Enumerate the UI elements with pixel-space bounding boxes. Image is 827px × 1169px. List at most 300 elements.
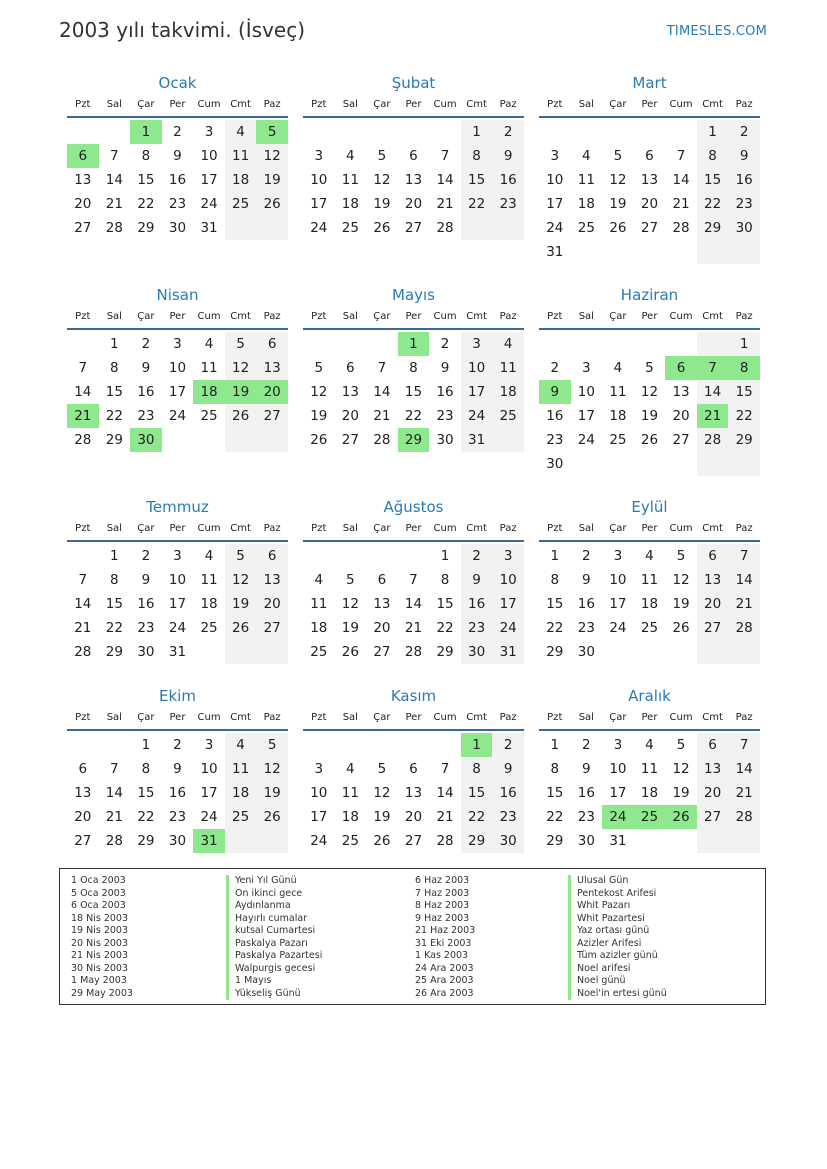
day-cell[interactable]: 2 xyxy=(173,737,182,753)
day-cell[interactable]: 9 xyxy=(728,144,760,168)
day-cell[interactable]: 1 xyxy=(461,733,493,757)
day-cell[interactable]: 15 xyxy=(105,384,123,400)
day-cell[interactable]: 11 xyxy=(640,572,659,588)
day-cell[interactable]: 23 xyxy=(492,805,524,829)
day-cell[interactable]: 15 xyxy=(546,596,564,612)
day-cell[interactable]: 24 xyxy=(461,404,493,428)
day-cell[interactable]: 8 xyxy=(110,360,119,376)
day-cell[interactable]: 15 xyxy=(461,168,493,192)
day-cell[interactable]: 29 xyxy=(546,644,564,660)
day-cell[interactable]: 26 xyxy=(225,404,257,428)
day-cell[interactable]: 27 xyxy=(697,805,729,829)
day-cell[interactable]: 7 xyxy=(440,761,450,777)
day-cell[interactable]: 26 xyxy=(225,616,257,640)
day-cell[interactable]: 11 xyxy=(225,144,257,168)
day-cell[interactable]: 21 xyxy=(697,404,729,428)
day-cell[interactable]: 12 xyxy=(256,757,288,781)
day-cell[interactable]: 12 xyxy=(672,761,690,777)
day-cell[interactable]: 28 xyxy=(436,833,454,849)
day-cell[interactable]: 26 xyxy=(640,432,659,448)
day-cell[interactable]: 20 xyxy=(404,809,423,825)
day-cell[interactable]: 6 xyxy=(346,360,355,376)
day-cell[interactable]: 29 xyxy=(398,428,430,452)
day-cell[interactable]: 8 xyxy=(461,757,493,781)
day-cell[interactable]: 12 xyxy=(609,172,627,188)
day-cell[interactable]: 2 xyxy=(728,120,760,144)
day-cell[interactable]: 22 xyxy=(461,805,493,829)
day-cell[interactable]: 8 xyxy=(110,572,119,588)
day-cell[interactable]: 20 xyxy=(404,196,423,212)
day-cell[interactable]: 11 xyxy=(492,356,524,380)
day-cell[interactable]: 6 xyxy=(409,761,418,777)
day-cell[interactable]: 1 xyxy=(697,120,729,144)
day-cell[interactable]: 1 xyxy=(728,332,760,356)
day-cell[interactable]: 28 xyxy=(74,432,92,448)
day-cell[interactable]: 11 xyxy=(609,384,627,400)
day-cell[interactable]: 28 xyxy=(728,616,760,640)
day-cell[interactable]: 2 xyxy=(492,733,524,757)
day-cell[interactable]: 23 xyxy=(168,196,187,212)
day-cell[interactable]: 8 xyxy=(697,144,729,168)
day-cell[interactable]: 18 xyxy=(577,196,595,212)
day-cell[interactable]: 27 xyxy=(640,220,659,236)
day-cell[interactable]: 4 xyxy=(225,733,257,757)
day-cell[interactable]: 27 xyxy=(404,833,423,849)
day-cell[interactable]: 18 xyxy=(492,380,524,404)
day-cell[interactable]: 3 xyxy=(173,548,182,564)
day-cell[interactable]: 2 xyxy=(461,544,493,568)
day-cell[interactable]: 28 xyxy=(672,220,690,236)
day-cell[interactable]: 4 xyxy=(346,761,355,777)
day-cell[interactable]: 20 xyxy=(341,408,359,424)
day-cell[interactable]: 26 xyxy=(609,220,627,236)
day-cell[interactable]: 29 xyxy=(137,220,155,236)
day-cell[interactable]: 20 xyxy=(373,620,391,636)
day-cell[interactable]: 7 xyxy=(676,148,686,164)
day-cell[interactable]: 2 xyxy=(582,548,591,564)
day-cell[interactable]: 3 xyxy=(550,148,560,164)
day-cell[interactable]: 17 xyxy=(461,380,493,404)
day-cell[interactable]: 26 xyxy=(256,805,288,829)
day-cell[interactable]: 6 xyxy=(78,761,88,777)
day-cell[interactable]: 2 xyxy=(582,737,591,753)
day-cell[interactable]: 18 xyxy=(310,620,328,636)
day-cell[interactable]: 14 xyxy=(672,172,690,188)
day-cell[interactable]: 14 xyxy=(728,757,760,781)
day-cell[interactable]: 24 xyxy=(577,432,595,448)
day-cell[interactable]: 28 xyxy=(105,833,123,849)
day-cell[interactable]: 22 xyxy=(404,408,423,424)
day-cell[interactable]: 10 xyxy=(461,356,493,380)
day-cell[interactable]: 15 xyxy=(461,781,493,805)
day-cell[interactable]: 5 xyxy=(676,737,686,753)
day-cell[interactable]: 6 xyxy=(377,572,387,588)
day-cell[interactable]: 15 xyxy=(105,596,123,612)
day-cell[interactable]: 11 xyxy=(225,757,257,781)
day-cell[interactable]: 19 xyxy=(373,809,391,825)
day-cell[interactable]: 9 xyxy=(539,380,571,404)
day-cell[interactable]: 17 xyxy=(492,592,524,616)
day-cell[interactable]: 9 xyxy=(440,360,450,376)
day-cell[interactable]: 25 xyxy=(341,833,359,849)
day-cell[interactable]: 19 xyxy=(256,781,288,805)
day-cell[interactable]: 29 xyxy=(728,428,760,452)
day-cell[interactable]: 28 xyxy=(373,432,391,448)
day-cell[interactable]: 4 xyxy=(492,332,524,356)
day-cell[interactable]: 27 xyxy=(672,432,690,448)
day-cell[interactable]: 18 xyxy=(341,809,359,825)
day-cell[interactable]: 1 xyxy=(550,548,560,564)
day-cell[interactable]: 4 xyxy=(645,737,654,753)
day-cell[interactable]: 9 xyxy=(141,572,151,588)
day-cell[interactable]: 13 xyxy=(697,568,729,592)
day-cell[interactable]: 22 xyxy=(137,196,155,212)
day-cell[interactable]: 14 xyxy=(728,568,760,592)
day-cell[interactable]: 17 xyxy=(310,809,328,825)
day-cell[interactable]: 1 xyxy=(440,548,450,564)
day-cell[interactable]: 16 xyxy=(461,592,493,616)
day-cell[interactable]: 25 xyxy=(310,644,328,660)
day-cell[interactable]: 5 xyxy=(613,148,623,164)
day-cell[interactable]: 23 xyxy=(577,620,595,636)
day-cell[interactable]: 21 xyxy=(74,620,92,636)
day-cell[interactable]: 23 xyxy=(728,192,760,216)
day-cell[interactable]: 14 xyxy=(404,596,423,612)
day-cell[interactable]: 4 xyxy=(613,360,623,376)
day-cell[interactable]: 21 xyxy=(436,196,454,212)
day-cell[interactable]: 10 xyxy=(168,572,187,588)
day-cell[interactable]: 14 xyxy=(436,172,454,188)
day-cell[interactable]: 31 xyxy=(546,244,564,260)
day-cell[interactable]: 6 xyxy=(697,733,729,757)
day-cell[interactable]: 23 xyxy=(492,192,524,216)
day-cell[interactable]: 3 xyxy=(492,544,524,568)
day-cell[interactable]: 20 xyxy=(256,592,288,616)
day-cell[interactable]: 10 xyxy=(546,172,564,188)
day-cell[interactable]: 25 xyxy=(200,620,218,636)
day-cell[interactable]: 30 xyxy=(461,640,493,664)
day-cell[interactable]: 21 xyxy=(436,809,454,825)
day-cell[interactable]: 25 xyxy=(492,404,524,428)
day-cell[interactable]: 24 xyxy=(200,809,218,825)
day-cell[interactable]: 16 xyxy=(492,168,524,192)
day-cell[interactable]: 16 xyxy=(728,168,760,192)
day-cell[interactable]: 5 xyxy=(225,332,257,356)
day-cell[interactable]: 2 xyxy=(141,548,151,564)
day-cell[interactable]: 27 xyxy=(74,220,92,236)
day-cell[interactable]: 8 xyxy=(141,148,151,164)
day-cell[interactable]: 20 xyxy=(697,592,729,616)
day-cell[interactable]: 5 xyxy=(645,360,654,376)
day-cell[interactable]: 21 xyxy=(67,404,99,428)
day-cell[interactable]: 3 xyxy=(173,336,182,352)
day-cell[interactable]: 23 xyxy=(168,809,187,825)
day-cell[interactable]: 8 xyxy=(440,572,450,588)
day-cell[interactable]: 5 xyxy=(676,548,686,564)
day-cell[interactable]: 4 xyxy=(225,120,257,144)
day-cell[interactable]: 30 xyxy=(546,456,564,472)
day-cell[interactable]: 15 xyxy=(728,380,760,404)
day-cell[interactable]: 12 xyxy=(225,356,257,380)
day-cell[interactable]: 1 xyxy=(461,120,493,144)
day-cell[interactable]: 15 xyxy=(697,168,729,192)
day-cell[interactable]: 7 xyxy=(377,360,387,376)
day-cell[interactable]: 24 xyxy=(310,833,328,849)
day-cell[interactable]: 7 xyxy=(78,572,88,588)
day-cell[interactable]: 30 xyxy=(130,428,162,452)
day-cell[interactable]: 13 xyxy=(373,596,391,612)
day-cell[interactable]: 1 xyxy=(110,548,119,564)
day-cell[interactable]: 9 xyxy=(173,761,182,777)
day-cell[interactable]: 22 xyxy=(461,192,493,216)
day-cell[interactable]: 17 xyxy=(200,172,218,188)
day-cell[interactable]: 9 xyxy=(582,761,591,777)
day-cell[interactable]: 13 xyxy=(697,757,729,781)
day-cell[interactable]: 23 xyxy=(137,408,155,424)
day-cell[interactable]: 6 xyxy=(697,544,729,568)
day-cell[interactable]: 25 xyxy=(225,805,257,829)
day-cell[interactable]: 30 xyxy=(168,833,187,849)
day-cell[interactable]: 3 xyxy=(204,737,214,753)
day-cell[interactable]: 15 xyxy=(436,596,454,612)
day-cell[interactable]: 19 xyxy=(225,592,257,616)
day-cell[interactable]: 16 xyxy=(137,596,155,612)
day-cell[interactable]: 22 xyxy=(137,809,155,825)
day-cell[interactable]: 26 xyxy=(310,432,328,448)
day-cell[interactable]: 1 xyxy=(550,737,560,753)
day-cell[interactable]: 9 xyxy=(141,360,151,376)
day-cell[interactable]: 28 xyxy=(105,220,123,236)
day-cell[interactable]: 4 xyxy=(645,548,654,564)
day-cell[interactable]: 8 xyxy=(141,761,151,777)
day-cell[interactable]: 12 xyxy=(225,568,257,592)
day-cell[interactable]: 3 xyxy=(314,148,324,164)
day-cell[interactable]: 13 xyxy=(672,384,690,400)
day-cell[interactable]: 25 xyxy=(341,220,359,236)
day-cell[interactable]: 18 xyxy=(200,596,218,612)
day-cell[interactable]: 20 xyxy=(672,408,690,424)
day-cell[interactable]: 19 xyxy=(256,168,288,192)
day-cell[interactable]: 17 xyxy=(609,596,627,612)
day-cell[interactable]: 31 xyxy=(492,640,524,664)
day-cell[interactable]: 27 xyxy=(256,404,288,428)
day-cell[interactable]: 22 xyxy=(546,809,564,825)
day-cell[interactable]: 31 xyxy=(168,644,187,660)
day-cell[interactable]: 22 xyxy=(105,408,123,424)
day-cell[interactable]: 27 xyxy=(341,432,359,448)
day-cell[interactable]: 14 xyxy=(74,596,92,612)
day-cell[interactable]: 21 xyxy=(373,408,391,424)
day-cell[interactable]: 16 xyxy=(546,408,564,424)
day-cell[interactable]: 21 xyxy=(728,781,760,805)
day-cell[interactable]: 1 xyxy=(141,737,151,753)
day-cell[interactable]: 6 xyxy=(409,148,418,164)
day-cell[interactable]: 10 xyxy=(577,384,595,400)
day-cell[interactable]: 20 xyxy=(74,809,92,825)
day-cell[interactable]: 17 xyxy=(168,596,187,612)
day-cell[interactable]: 2 xyxy=(141,336,151,352)
day-cell[interactable]: 17 xyxy=(168,384,187,400)
day-cell[interactable]: 26 xyxy=(341,644,359,660)
day-cell[interactable]: 19 xyxy=(672,785,690,801)
day-cell[interactable]: 13 xyxy=(404,785,423,801)
day-cell[interactable]: 16 xyxy=(168,785,187,801)
day-cell[interactable]: 13 xyxy=(256,356,288,380)
day-cell[interactable]: 1 xyxy=(398,332,430,356)
day-cell[interactable]: 27 xyxy=(256,616,288,640)
day-cell[interactable]: 18 xyxy=(341,196,359,212)
day-cell[interactable]: 6 xyxy=(67,144,99,168)
day-cell[interactable]: 3 xyxy=(461,332,493,356)
day-cell[interactable]: 1 xyxy=(130,120,162,144)
day-cell[interactable]: 15 xyxy=(137,172,155,188)
day-cell[interactable]: 14 xyxy=(105,785,123,801)
day-cell[interactable]: 17 xyxy=(609,785,627,801)
day-cell[interactable]: 7 xyxy=(409,572,418,588)
day-cell[interactable]: 21 xyxy=(105,809,123,825)
day-cell[interactable]: 11 xyxy=(310,596,328,612)
day-cell[interactable]: 14 xyxy=(697,380,729,404)
day-cell[interactable]: 5 xyxy=(377,761,387,777)
day-cell[interactable]: 23 xyxy=(137,620,155,636)
day-cell[interactable]: 17 xyxy=(310,196,328,212)
day-cell[interactable]: 10 xyxy=(492,568,524,592)
day-cell[interactable]: 24 xyxy=(492,616,524,640)
day-cell[interactable]: 5 xyxy=(314,360,324,376)
day-cell[interactable]: 17 xyxy=(546,196,564,212)
day-cell[interactable]: 20 xyxy=(256,380,288,404)
day-cell[interactable]: 4 xyxy=(204,548,214,564)
day-cell[interactable]: 10 xyxy=(200,761,218,777)
day-cell[interactable]: 18 xyxy=(609,408,627,424)
day-cell[interactable]: 4 xyxy=(346,148,355,164)
day-cell[interactable]: 29 xyxy=(105,432,123,448)
day-cell[interactable]: 25 xyxy=(200,408,218,424)
day-cell[interactable]: 18 xyxy=(640,785,659,801)
day-cell[interactable]: 16 xyxy=(577,596,595,612)
day-cell[interactable]: 30 xyxy=(137,644,155,660)
day-cell[interactable]: 21 xyxy=(672,196,690,212)
day-cell[interactable]: 3 xyxy=(613,737,623,753)
day-cell[interactable]: 24 xyxy=(602,805,634,829)
day-cell[interactable]: 24 xyxy=(546,220,564,236)
day-cell[interactable]: 20 xyxy=(697,781,729,805)
day-cell[interactable]: 8 xyxy=(550,761,560,777)
day-cell[interactable]: 10 xyxy=(310,785,328,801)
day-cell[interactable]: 29 xyxy=(436,644,454,660)
day-cell[interactable]: 30 xyxy=(728,216,760,240)
day-cell[interactable]: 12 xyxy=(672,572,690,588)
day-cell[interactable]: 5 xyxy=(256,120,288,144)
day-cell[interactable]: 12 xyxy=(640,384,659,400)
day-cell[interactable]: 26 xyxy=(665,805,697,829)
day-cell[interactable]: 19 xyxy=(341,620,359,636)
day-cell[interactable]: 19 xyxy=(609,196,627,212)
day-cell[interactable]: 2 xyxy=(173,124,182,140)
day-cell[interactable]: 28 xyxy=(697,428,729,452)
day-cell[interactable]: 11 xyxy=(640,761,659,777)
day-cell[interactable]: 5 xyxy=(256,733,288,757)
day-cell[interactable]: 19 xyxy=(640,408,659,424)
day-cell[interactable]: 7 xyxy=(110,148,119,164)
day-cell[interactable]: 4 xyxy=(204,336,214,352)
day-cell[interactable]: 3 xyxy=(204,124,214,140)
day-cell[interactable]: 8 xyxy=(461,144,493,168)
day-cell[interactable]: 30 xyxy=(168,220,187,236)
day-cell[interactable]: 29 xyxy=(137,833,155,849)
day-cell[interactable]: 14 xyxy=(74,384,92,400)
day-cell[interactable]: 27 xyxy=(373,644,391,660)
day-cell[interactable]: 28 xyxy=(74,644,92,660)
day-cell[interactable]: 24 xyxy=(609,620,627,636)
day-cell[interactable]: 16 xyxy=(577,785,595,801)
day-cell[interactable]: 15 xyxy=(546,785,564,801)
day-cell[interactable]: 31 xyxy=(609,833,627,849)
day-cell[interactable]: 12 xyxy=(341,596,359,612)
day-cell[interactable]: 15 xyxy=(404,384,423,400)
day-cell[interactable]: 22 xyxy=(728,404,760,428)
day-cell[interactable]: 21 xyxy=(105,196,123,212)
day-cell[interactable]: 24 xyxy=(168,620,187,636)
day-cell[interactable]: 30 xyxy=(577,833,595,849)
day-cell[interactable]: 18 xyxy=(640,596,659,612)
day-cell[interactable]: 2 xyxy=(550,360,560,376)
day-cell[interactable]: 22 xyxy=(697,192,729,216)
day-cell[interactable]: 25 xyxy=(640,620,659,636)
day-cell[interactable]: 20 xyxy=(640,196,659,212)
day-cell[interactable]: 18 xyxy=(225,168,257,192)
day-cell[interactable]: 4 xyxy=(314,572,324,588)
day-cell[interactable]: 30 xyxy=(492,829,524,853)
day-cell[interactable]: 22 xyxy=(105,620,123,636)
day-cell[interactable]: 26 xyxy=(373,220,391,236)
day-cell[interactable]: 11 xyxy=(341,172,359,188)
day-cell[interactable]: 29 xyxy=(697,216,729,240)
day-cell[interactable]: 15 xyxy=(137,785,155,801)
day-cell[interactable]: 9 xyxy=(582,572,591,588)
day-cell[interactable]: 18 xyxy=(225,781,257,805)
day-cell[interactable]: 25 xyxy=(577,220,595,236)
day-cell[interactable]: 20 xyxy=(74,196,92,212)
day-cell[interactable]: 23 xyxy=(546,432,564,448)
day-cell[interactable]: 3 xyxy=(613,548,623,564)
day-cell[interactable]: 12 xyxy=(310,384,328,400)
day-cell[interactable]: 9 xyxy=(173,148,182,164)
day-cell[interactable]: 10 xyxy=(200,148,218,164)
day-cell[interactable]: 29 xyxy=(105,644,123,660)
day-cell[interactable]: 22 xyxy=(436,620,454,636)
day-cell[interactable]: 16 xyxy=(168,172,187,188)
day-cell[interactable]: 30 xyxy=(436,432,454,448)
day-cell[interactable]: 27 xyxy=(697,616,729,640)
day-cell[interactable]: 21 xyxy=(404,620,423,636)
brand-logo[interactable]: TIMESLES.COM xyxy=(666,24,767,39)
day-cell[interactable]: 10 xyxy=(168,360,187,376)
day-cell[interactable]: 9 xyxy=(461,568,493,592)
day-cell[interactable]: 19 xyxy=(373,196,391,212)
day-cell[interactable]: 16 xyxy=(137,384,155,400)
day-cell[interactable]: 5 xyxy=(377,148,387,164)
day-cell[interactable]: 24 xyxy=(310,220,328,236)
day-cell[interactable]: 14 xyxy=(436,785,454,801)
day-cell[interactable]: 27 xyxy=(74,833,92,849)
day-cell[interactable]: 26 xyxy=(256,192,288,216)
day-cell[interactable]: 12 xyxy=(256,144,288,168)
day-cell[interactable]: 16 xyxy=(492,781,524,805)
day-cell[interactable]: 21 xyxy=(728,592,760,616)
day-cell[interactable]: 1 xyxy=(110,336,119,352)
day-cell[interactable]: 10 xyxy=(310,172,328,188)
